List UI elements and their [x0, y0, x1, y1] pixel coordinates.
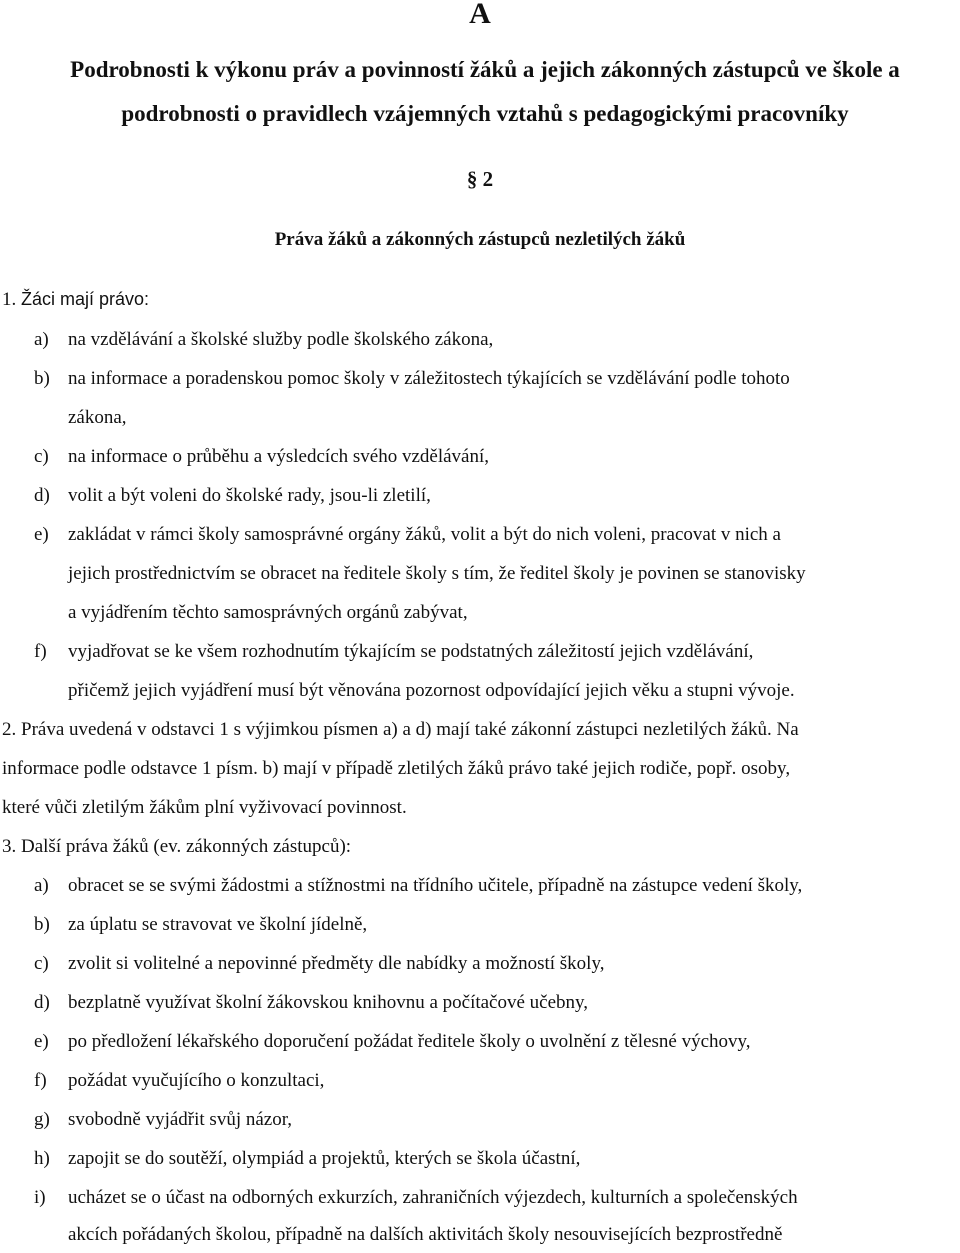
list-3-label-i: i): [34, 1187, 46, 1208]
list-3-item-d: bezplatně využívat školní žákovskou knihovnu a počítačové učebny,: [68, 992, 589, 1013]
paragraph-3-intro-text: Další práva žáků (ev. zákonných zástupců):: [21, 836, 352, 857]
list-1-label-f: f): [34, 641, 47, 662]
paragraph-3-number: 3.: [2, 836, 17, 857]
list-3-item-b: za úplatu se stravovat ve školní jídelně,: [68, 914, 368, 935]
document-title: [0, 48, 960, 136]
list-3-label-e: e): [34, 1031, 49, 1052]
list-1-item-b: na informace a poradenskou pomoc školy v záležitostech týkajících se vzdělávání podle tohoto: [68, 368, 790, 389]
list-1-item-e-cont-2: a vyjádřením těchto samosprávných orgánů zabývat,: [68, 602, 468, 623]
list-3-label-c: c): [34, 953, 49, 974]
list-3-label-d: d): [34, 992, 50, 1013]
title-line-1: Podrobnosti k výkonu práv a povinností žáků a jejich zákonných zástupců ve škole a: [70, 57, 900, 82]
list-1-item-f-cont: přičemž jejich vyjádření musí být věnována pozornost odpovídající jejich věku a stupni vývoje.: [68, 680, 795, 701]
paragraph-2-line-3: které vůči zletilým žákům plní vyživovací povinnost.: [2, 797, 407, 818]
section-title: Práva žáků a zákonných zástupců nezletilých žáků: [274, 229, 686, 250]
list-1-item-f: vyjadřovat se ke všem rozhodnutím týkajícím se podstatných záležitostí jejich vzdělávání,: [68, 641, 754, 662]
list-1-label-a: a): [34, 329, 49, 350]
list-1-label-d: d): [34, 485, 50, 506]
list-3-label-b: b): [34, 914, 50, 935]
list-3-item-e: po předložení lékařského doporučení požádat ředitele školy o uvolnění z tělesné výchovy,: [68, 1031, 751, 1052]
list-1-item-b-cont: zákona,: [68, 407, 127, 428]
paragraph-1-intro: [2, 284, 149, 315]
list-1-item-e-cont-1: jejich prostřednictvím se obracet na ředitele školy s tím, že ředitel školy je povinen se stanovisky: [68, 563, 806, 584]
list-1-label-b: b): [34, 368, 50, 389]
list-3-label-a: a): [34, 875, 49, 896]
list-3-item-g: svobodně vyjádřit svůj názor,: [68, 1109, 293, 1130]
paragraph-1-number: 1.: [2, 289, 17, 310]
list-1-item-c: na informace o průběhu a výsledcích svého vzdělávání,: [68, 446, 490, 467]
list-1-label-c: c): [34, 446, 49, 467]
list-3-item-f: požádat vyučujícího o konzultaci,: [68, 1070, 325, 1091]
list-3-item-c: zvolit si volitelné a nepovinné předměty dle nabídky a možností školy,: [68, 953, 605, 974]
paragraph-3-intro: [2, 832, 351, 862]
list-1-item-d: volit a být voleni do školské rady, jsou-li zletilí,: [68, 485, 431, 506]
annex-letter: A: [469, 0, 491, 30]
section-number: § 2: [466, 167, 494, 191]
list-3-label-g: g): [34, 1109, 50, 1130]
list-3-item-i-cont: akcích pořádaných školou, případně na dalších aktivitách školy nesouvisejících bezprostředně: [68, 1224, 783, 1245]
paragraph-1-intro-text: Žáci mají právo:: [21, 289, 150, 309]
list-1-label-e: e): [34, 524, 49, 545]
list-1-item-a: na vzdělávání a školské služby podle školského zákona,: [68, 329, 494, 350]
list-1-item-e: zakládat v rámci školy samosprávné orgány žáků, volit a být do nich voleni, pracovat v nich a: [68, 524, 781, 545]
list-3-label-h: h): [34, 1148, 50, 1169]
list-3-item-a: obracet se se svými žádostmi a stížnostmi na třídního učitele, případně na zástupce vedení školy,: [68, 875, 803, 896]
paragraph-2-line-1: 2. Práva uvedená v odstavci 1 s výjimkou písmen a) a d) mají také zákonní zástupci nezletilých žáků. Na: [2, 719, 799, 740]
list-3-item-i: ucházet se o účast na odborných exkurzích, zahraničních výjezdech, kulturních a společenských: [68, 1187, 798, 1208]
title-line-2: podrobnosti o pravidlech vzájemných vztahů s pedagogickými pracovníky: [121, 101, 849, 126]
list-3-item-h: zapojit se do soutěží, olympiád a projektů, kterých se škola účastní,: [68, 1148, 581, 1169]
paragraph-2-line-2: informace podle odstavce 1 písm. b) mají v případě zletilých žáků právo také jejich rodiče, popř. osoby,: [2, 758, 791, 779]
list-3-label-f: f): [34, 1070, 47, 1091]
